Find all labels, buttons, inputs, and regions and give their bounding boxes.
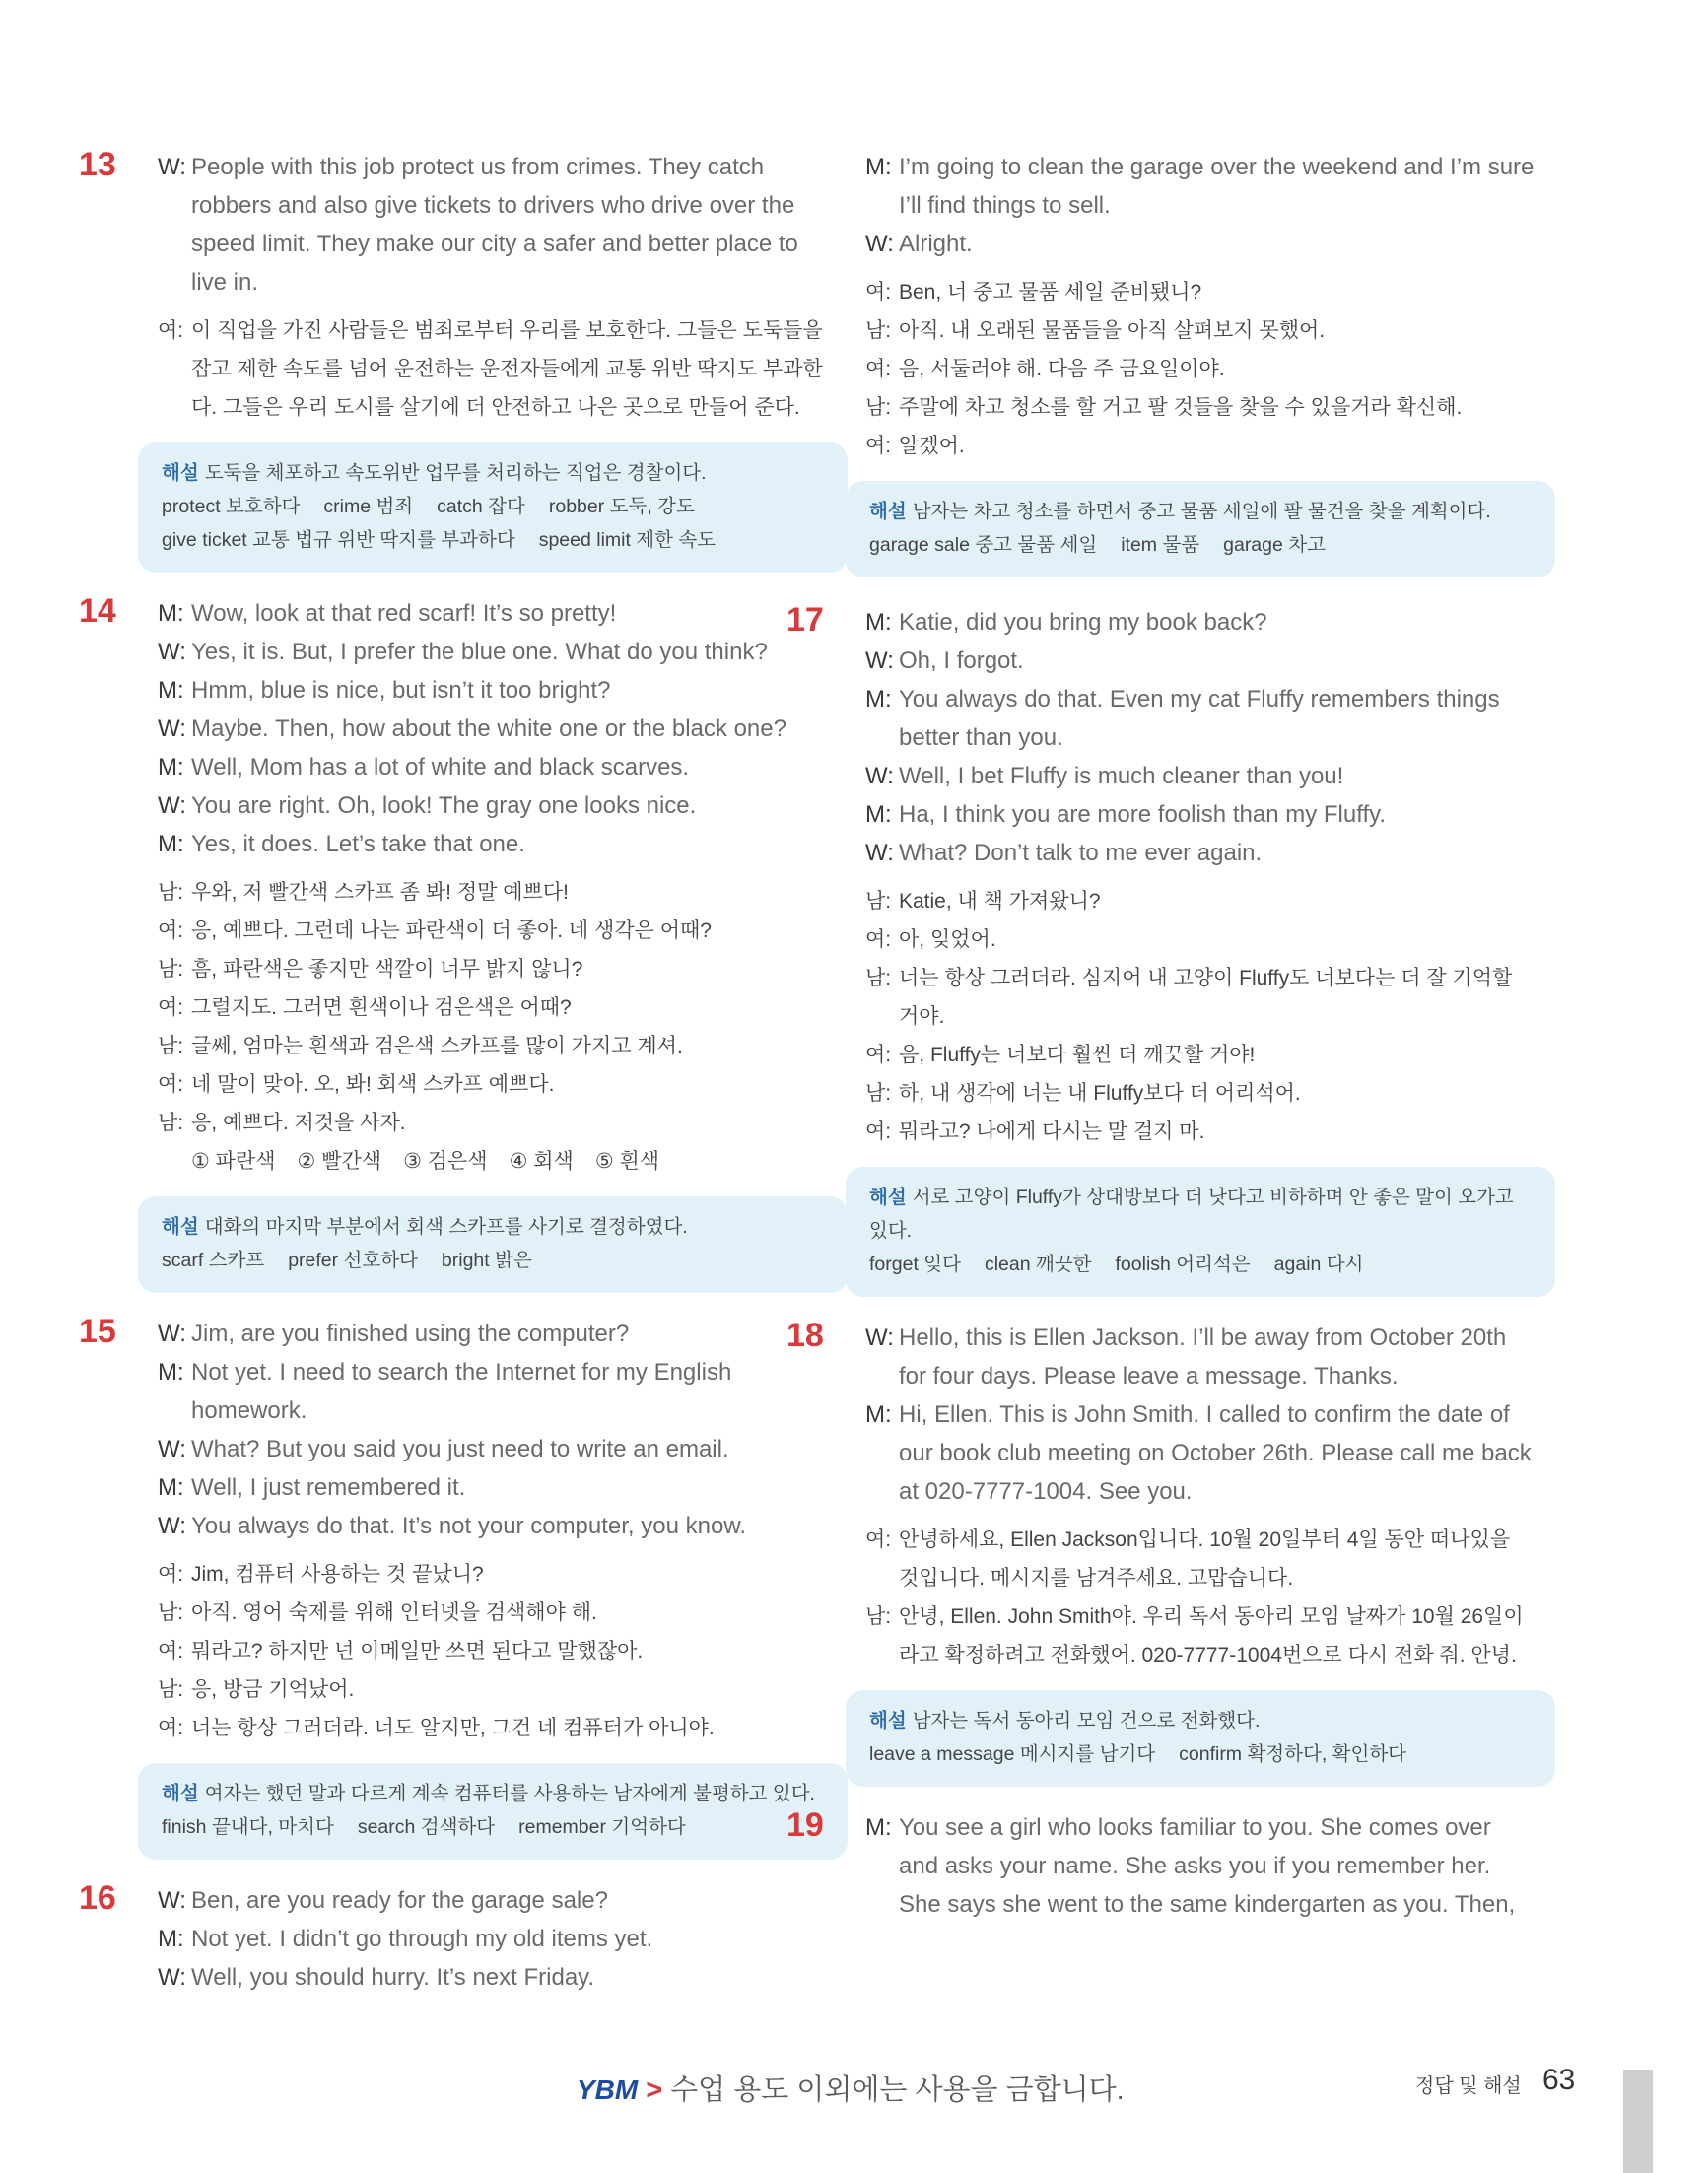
translation-line	[158, 1555, 828, 1594]
question-15	[79, 1313, 828, 1860]
speaker: 남:	[158, 881, 184, 904]
vocab-item: forget 잊다	[869, 1254, 961, 1275]
dialog-line	[865, 603, 1536, 642]
translation-line	[158, 311, 828, 427]
left-column	[79, 146, 828, 1997]
speaker: M:	[158, 831, 184, 857]
dialog-line	[158, 594, 828, 633]
speaker: 여:	[865, 1528, 892, 1551]
question-13	[79, 146, 828, 573]
translation-text: 너는 항상 그러더라. 너도 알지만, 그건 네 컴퓨터가 아니야.	[191, 1717, 715, 1739]
translation-line	[158, 873, 828, 912]
utterance: Well, I just remembered it.	[191, 1474, 466, 1501]
translation-line	[865, 1036, 1536, 1074]
speaker: M:	[158, 1359, 184, 1386]
dialog-line	[865, 795, 1536, 834]
vocab-list	[162, 1810, 824, 1844]
vocab-item: garage sale 중고 물품 세일	[869, 534, 1098, 556]
question-number: 14	[79, 592, 116, 630]
dialog-line	[158, 671, 828, 710]
translation-line	[865, 1521, 1536, 1597]
utterance: Yes, it does. Let’s take that one.	[191, 831, 525, 857]
translation-text: 글쎄, 엄마는 흰색과 검은색 스카프를 많이 가지고 계셔.	[191, 1035, 683, 1057]
speaker: W:	[158, 792, 186, 819]
translation-text: Jim, 컴퓨터 사용하는 것 끝났니?	[191, 1563, 484, 1586]
choice: ③ 검은색	[403, 1150, 488, 1173]
translation-line	[865, 882, 1536, 920]
translation-text: 주말에 차고 청소를 할 거고 팔 것들을 찾을 수 있을거라 확신해.	[899, 396, 1463, 419]
utterance: Ben, are you ready for the garage sale?	[191, 1887, 608, 1914]
dialog	[158, 1881, 828, 1997]
translation-text: 너는 항상 그러더라. 심지어 내 고양이 Fluffy도 너보다는 더 잘 기억할 거야.	[899, 967, 1513, 1028]
vocab-list	[869, 1248, 1532, 1281]
speaker: W:	[158, 639, 186, 665]
dialog-line	[158, 825, 828, 863]
speaker: W:	[865, 231, 894, 257]
speaker: 여:	[865, 435, 892, 457]
explanation-text: 여자는 했던 말과 다르게 계속 컴퓨터를 사용하는 남자에게 불평하고 있다.	[204, 1783, 815, 1804]
question-number: 15	[79, 1313, 116, 1350]
translation-text: 음, Fluffy는 너보다 훨씬 더 깨끗할 거야!	[899, 1044, 1256, 1066]
korean-translation	[158, 873, 828, 1181]
explanation-text: 남자는 차고 청소를 하면서 중고 물품 세일에 팔 물건을 찾을 계획이다.	[912, 501, 1491, 522]
vocab-item: scarf 스카프	[162, 1250, 265, 1271]
question-19	[786, 1806, 1536, 1924]
utterance: People with this job protect us from crimes. They catch robbers and also give tickets to drivers who drive over the speed limit. They make our city a safer and better place to live in.	[191, 154, 798, 296]
vocab-item: bright 밝은	[441, 1250, 532, 1271]
speaker: W:	[158, 715, 186, 742]
question-number: 18	[786, 1317, 824, 1354]
speaker: W:	[865, 1324, 894, 1351]
dialog-line	[158, 748, 828, 786]
vocab-item: foolish 어리석은	[1115, 1254, 1251, 1275]
dialog-line	[158, 1507, 828, 1545]
speaker: 남:	[158, 1601, 184, 1624]
speaker: 남:	[865, 1605, 892, 1628]
translation-text: 흠, 파란색은 좋지만 색깔이 너무 밝지 않니?	[191, 958, 583, 981]
translation-line	[865, 1597, 1536, 1674]
translation-text: 안녕, Ellen. John Smith야. 우리 독서 동아리 모임 날짜가 10월 26일이라고 확정하려고 전화했어. 020-7777-1004번으로 다시 전화 줘. 안녕.	[899, 1605, 1524, 1666]
translation-text: 하, 내 생각에 너는 내 Fluffy보다 더 어리석어.	[899, 1082, 1301, 1105]
speaker: 남:	[158, 1112, 184, 1134]
vocab-item: robber 도둑, 강도	[548, 496, 695, 517]
speaker: M:	[865, 154, 892, 180]
vocab-item: clean 깨끗한	[984, 1254, 1092, 1275]
dialog-line	[158, 1430, 828, 1468]
dialog-line	[158, 148, 828, 302]
speaker: 남:	[865, 1082, 892, 1105]
speaker: 여:	[865, 928, 892, 951]
question-number: 19	[786, 1806, 824, 1844]
translation-line	[158, 1709, 828, 1747]
vocab-list	[869, 528, 1532, 562]
dialog	[158, 594, 828, 863]
speaker: 남:	[158, 958, 184, 981]
vocab-list	[869, 1737, 1532, 1771]
vocab-item: remember 기억하다	[518, 1816, 686, 1838]
choice: ⑤ 흰색	[594, 1150, 660, 1173]
utterance: Not yet. I didn’t go through my old items yet.	[191, 1926, 653, 1952]
chevron-right-icon: >	[646, 2074, 663, 2106]
dialog	[865, 1319, 1536, 1511]
speaker: 남:	[865, 890, 892, 913]
translation-text: 이 직업을 가진 사람들은 범죄로부터 우리를 보호한다. 그들은 도둑들을 잡고 제한 속도를 넘어 운전하는 운전자들에게 교통 위반 딱지도 부과한다. 그들은 우리 도시를 살기에 더 안전하고 나은 곳으로 만들어 준다.	[191, 319, 823, 419]
speaker: 여:	[158, 996, 184, 1019]
utterance: Hmm, blue is nice, but isn’t it too bright?	[191, 677, 611, 704]
translation-line	[158, 1027, 828, 1065]
speaker: 여:	[158, 1073, 184, 1096]
speaker: W:	[158, 154, 186, 180]
dialog-line	[865, 1395, 1536, 1511]
translation-line	[158, 1632, 828, 1670]
page-number: 63	[1542, 2064, 1576, 2096]
translation-text: 우와, 저 빨간색 스카프 좀 봐! 정말 예쁘다!	[191, 881, 569, 904]
korean-translation	[865, 273, 1536, 465]
dialog-line	[158, 1958, 828, 1997]
korean-translation	[865, 1521, 1536, 1674]
vocab-item: again 다시	[1273, 1254, 1364, 1275]
speaker: W:	[158, 1887, 186, 1914]
speaker: W:	[158, 1513, 186, 1539]
speaker: W:	[158, 1321, 186, 1347]
speaker: 남:	[865, 967, 892, 989]
explanation-tag: 해설	[869, 1710, 907, 1732]
explanation-tag: 해설	[162, 1783, 199, 1804]
dialog	[158, 148, 828, 302]
section-label: 정답 및 해설	[1415, 2075, 1522, 2097]
utterance: You always do that. Even my cat Fluffy remembers things better than you.	[899, 686, 1500, 751]
vocab-item: finish 끝내다, 마치다	[162, 1816, 334, 1838]
translation-text: 안녕하세요, Ellen Jackson입니다. 10월 20일부터 4일 동안 떠나있을 것입니다. 메시지를 남겨주세요. 고맙습니다.	[899, 1528, 1511, 1590]
dialog-line	[158, 1315, 828, 1353]
dialog-line	[158, 1468, 828, 1507]
speaker: 남:	[865, 396, 892, 419]
question-number: 13	[79, 146, 116, 183]
dialog-line	[158, 633, 828, 671]
dialog	[865, 603, 1536, 872]
korean-translation	[158, 1555, 828, 1747]
utterance: Not yet. I need to search the Internet for my English homework.	[191, 1359, 732, 1424]
translation-line	[158, 912, 828, 950]
utterance: Wow, look at that red scarf! It’s so pretty!	[191, 600, 617, 627]
translation-line	[158, 950, 828, 988]
speaker: 여:	[158, 319, 184, 342]
dialog-line	[865, 757, 1536, 795]
explanation-tag: 해설	[869, 501, 907, 522]
speaker: 여:	[158, 1717, 184, 1739]
dialog-line	[865, 834, 1536, 872]
speaker: 여:	[865, 358, 892, 380]
dialog	[865, 1808, 1536, 1924]
question-number: 16	[79, 1879, 116, 1917]
utterance: Alright.	[899, 231, 973, 257]
translation-line	[158, 1104, 828, 1142]
translation-text: 응, 방금 기억났어.	[191, 1678, 355, 1701]
utterance: Hi, Ellen. This is John Smith. I called to confirm the date of our book club meeting on October 26th. Please call me back at 020-7777-1004. See you.	[899, 1401, 1532, 1505]
question-number: 17	[786, 601, 824, 639]
translation-text: 응, 예쁘다. 저것을 사자.	[191, 1112, 406, 1134]
utterance: Katie, did you bring my book back?	[899, 609, 1267, 636]
speaker: M:	[865, 1814, 892, 1841]
translation-line	[158, 1670, 828, 1709]
question-14	[79, 592, 828, 1293]
vocab-item: speed limit 제한 속도	[538, 529, 717, 551]
speaker: M:	[865, 801, 892, 828]
translation-line	[865, 1113, 1536, 1151]
vocab-item: catch 잡다	[437, 496, 525, 517]
dialog-line	[158, 786, 828, 825]
speaker: M:	[158, 1474, 184, 1501]
translation-text: 아직. 내 오래된 물품들을 아직 살펴보지 못했어.	[899, 319, 1326, 342]
explanation-tag: 해설	[869, 1187, 907, 1208]
dialog-line	[158, 1353, 828, 1430]
translation-line	[865, 273, 1536, 311]
speaker: 여:	[865, 1044, 892, 1066]
speaker: 여:	[865, 281, 892, 304]
dialog-line	[865, 642, 1536, 680]
question-16-continued	[865, 148, 1536, 577]
korean-translation	[865, 882, 1536, 1151]
explanation-text: 남자는 독서 동아리 모임 건으로 전화했다.	[912, 1710, 1261, 1732]
ybm-logo: YBM	[577, 2074, 639, 2105]
explanation-box	[846, 481, 1555, 577]
translation-line	[158, 988, 828, 1027]
speaker: W:	[158, 1964, 186, 1991]
dialog-line	[865, 225, 1536, 263]
footer-notice	[577, 2068, 1125, 2108]
answer-choices	[191, 1142, 828, 1181]
translation-text: 그럴지도. 그러면 흰색이나 검은색은 어때?	[191, 996, 572, 1019]
dialog	[158, 1315, 828, 1545]
speaker: M:	[865, 609, 892, 636]
explanation-box	[138, 1196, 848, 1293]
speaker: M:	[158, 1926, 184, 1952]
utterance: Hello, this is Ellen Jackson. I’ll be away from October 20th for four days. Please leave a message. Thanks.	[899, 1324, 1507, 1390]
translation-line	[865, 920, 1536, 959]
speaker: W:	[865, 840, 894, 866]
choice: ① 파란색	[191, 1150, 276, 1173]
speaker: 여:	[158, 1640, 184, 1663]
translation-text: 뭐라고? 나에게 다시는 말 걸지 마.	[899, 1120, 1205, 1143]
utterance: You are right. Oh, look! The gray one looks nice.	[191, 792, 697, 819]
vocab-item: item 물품	[1121, 534, 1200, 556]
speaker: W:	[865, 763, 894, 789]
translation-line	[865, 427, 1536, 465]
translation-text: Katie, 내 책 가져왔니?	[899, 890, 1101, 913]
translation-text: 응, 예쁘다. 그런데 나는 파란색이 더 좋아. 네 생각은 어때?	[191, 919, 712, 942]
korean-translation	[158, 311, 828, 427]
translation-line	[865, 388, 1536, 427]
translation-line	[865, 959, 1536, 1036]
explanation-text: 대화의 마지막 부분에서 회색 스카프를 사기로 결정하였다.	[204, 1216, 688, 1238]
speaker: 여:	[865, 1120, 892, 1143]
right-column	[786, 148, 1536, 1924]
translation-text: 아, 잊었어.	[899, 928, 996, 951]
dialog-line	[865, 680, 1536, 757]
page-edge-tab	[1623, 2070, 1653, 2173]
choice: ② 빨간색	[297, 1150, 382, 1173]
vocab-item: confirm 확정하다, 확인하다	[1179, 1743, 1407, 1765]
vocab-item: search 검색하다	[357, 1816, 496, 1838]
utterance: Well, you should hurry. It’s next Friday.	[191, 1964, 595, 1991]
speaker: W:	[158, 1436, 186, 1462]
utterance: You see a girl who looks familiar to you. She comes over and asks your name. She asks you if you remember her. She says she went to the same kindergarten as you. Then,	[899, 1814, 1516, 1918]
translation-line	[158, 1594, 828, 1632]
vocab-item: crime 범죄	[323, 496, 414, 517]
question-16	[79, 1879, 828, 1997]
explanation-tag: 해설	[162, 1216, 199, 1238]
translation-line	[865, 350, 1536, 388]
speaker: 여:	[158, 919, 184, 942]
translation-text: 뭐라고? 하지만 넌 이메일만 쓰면 된다고 말했잖아.	[191, 1640, 644, 1663]
utterance: Jim, are you finished using the computer?	[191, 1321, 630, 1347]
translation-line	[158, 1065, 828, 1104]
speaker: M:	[158, 600, 184, 627]
vocab-list	[162, 523, 824, 557]
dialog-line	[865, 1319, 1536, 1395]
explanation-text: 서로 고양이 Fluffy가 상대방보다 더 낫다고 비하하며 안 좋은 말이 오가고 있다.	[869, 1187, 1514, 1242]
explanation-box	[846, 1167, 1555, 1297]
translation-text: 네 말이 맞아. 오, 봐! 회색 스카프 예쁘다.	[191, 1073, 555, 1096]
utterance: Yes, it is. But, I prefer the blue one. What do you think?	[191, 639, 768, 665]
translation-text: Ben, 너 중고 물품 세일 준비됐니?	[899, 281, 1202, 304]
dialog-line	[865, 148, 1536, 225]
question-17	[786, 601, 1536, 1297]
translation-text: 아직. 영어 숙제를 위해 인터넷을 검색해야 해.	[191, 1601, 597, 1624]
vocab-item: protect 보호하다	[162, 496, 301, 517]
speaker: 남:	[158, 1678, 184, 1701]
usage-notice: 수업 용도 이외에는 사용을 금합니다.	[670, 2074, 1125, 2106]
vocab-item: give ticket 교통 법규 위반 딱지를 부과하다	[162, 529, 515, 551]
speaker: 남:	[865, 319, 892, 342]
utterance: Well, I bet Fluffy is much cleaner than you!	[899, 763, 1344, 789]
question-18	[786, 1317, 1536, 1787]
speaker: M:	[865, 1401, 892, 1428]
vocab-item: leave a message 메시지를 남기다	[869, 1743, 1156, 1765]
dialog-line	[865, 1808, 1536, 1924]
utterance: You always do that. It’s not your computer, you know.	[191, 1513, 747, 1539]
explanation-box	[846, 1690, 1555, 1787]
vocab-list	[162, 490, 824, 523]
speaker: M:	[158, 754, 184, 781]
translation-text: 음, 서둘러야 해. 다음 주 금요일이야.	[899, 358, 1225, 380]
speaker: 남:	[158, 1035, 184, 1057]
explanation-box	[138, 1763, 848, 1860]
utterance: I’m going to clean the garage over the weekend and I’m sure I’ll find things to sell.	[899, 154, 1535, 219]
speaker: M:	[158, 677, 184, 704]
explanation-box	[138, 442, 848, 573]
translation-line	[865, 1074, 1536, 1113]
vocab-list	[162, 1244, 824, 1277]
speaker: 여:	[158, 1563, 184, 1586]
dialog-line	[158, 710, 828, 748]
translation-text: 알겠어.	[899, 435, 965, 457]
vocab-item: prefer 선호하다	[288, 1250, 418, 1271]
vocab-item: garage 차고	[1223, 534, 1326, 556]
utterance: Ha, I think you are more foolish than my Fluffy.	[899, 801, 1386, 828]
dialog	[865, 148, 1536, 263]
utterance: Oh, I forgot.	[899, 647, 1024, 674]
choice: ④ 회색	[509, 1150, 574, 1173]
translation-line	[865, 311, 1536, 350]
dialog-line	[158, 1920, 828, 1958]
speaker: M:	[865, 686, 892, 713]
explanation-tag: 해설	[162, 462, 199, 484]
utterance: Maybe. Then, how about the white one or the black one?	[191, 715, 786, 742]
utterance: What? But you said you just need to write an email.	[191, 1436, 729, 1462]
explanation-text: 도둑을 체포하고 속도위반 업무를 처리하는 직업은 경찰이다.	[204, 462, 707, 484]
utterance: Well, Mom has a lot of white and black scarves.	[191, 754, 690, 781]
dialog-line	[158, 1881, 828, 1920]
utterance: What? Don’t talk to me ever again.	[899, 840, 1263, 866]
speaker: W:	[865, 647, 894, 674]
